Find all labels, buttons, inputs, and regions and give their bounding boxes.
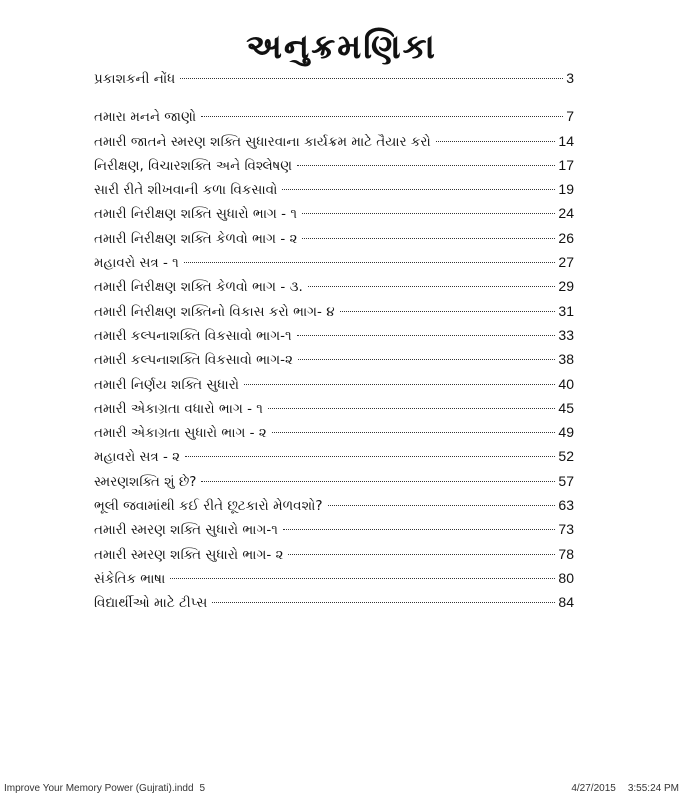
toc-entry: [94, 469, 574, 493]
print-footer: [4, 778, 679, 794]
toc-entry: [94, 542, 574, 566]
toc-entry-title: સ્મરણશક્તિ શું છે?: [94, 473, 197, 490]
footer-file-info: [4, 783, 205, 794]
toc-entry-title: તમારી નિરીક્ષણ શક્તિ કેળવો ભાગ - ૩.: [94, 279, 303, 296]
toc-dot-leader: [302, 238, 555, 239]
toc-entry: [94, 129, 574, 153]
toc-dot-leader: [328, 505, 556, 506]
toc-entry-page: 63: [558, 497, 574, 514]
footer-date: 4/27/2015: [571, 783, 616, 794]
toc-entry-title: તમારી નિરીક્ષણ શક્તિનો વિકાસ કરો ભાગ- ૪: [94, 303, 335, 320]
toc-entry-page: 57: [558, 472, 574, 489]
toc-dot-leader: [297, 335, 556, 336]
toc-entry-title: તમારી જાતને સ્મરણ શક્તિ સુધારવાના કાર્યક્રમ માટે તૈયાર કરો: [94, 133, 431, 150]
toc-entry-title: તમારા મનને જાણો: [94, 109, 197, 126]
toc-entry-title: ભૂલી જવામાંથી કઈ રીતે છૂટકારો મેળવશો?: [94, 498, 323, 515]
toc-entry-page: 31: [558, 302, 574, 319]
toc-entry-title: તમારી કલ્પનાશક્તિ વિકસાવો ભાગ-૨: [94, 352, 293, 369]
toc-dot-leader: [268, 408, 556, 409]
toc-entry-title: સંકેતિક ભાષા: [94, 570, 166, 587]
page-title: અનુક્રમણિકા: [246, 26, 437, 67]
toc-entry-title: તમારી સ્મરણ શક્તિ સુધારો ભાગ-૧: [94, 522, 278, 539]
toc-entry: [94, 226, 574, 250]
toc-entry: [94, 590, 574, 614]
toc-entry-title: પ્રકાશકની નોંધ: [94, 71, 176, 87]
footer-time: 3:55:24 PM: [627, 783, 679, 794]
toc-entry-page: 73: [558, 521, 574, 538]
toc-entry: [94, 66, 574, 90]
toc-dot-leader: [436, 141, 556, 142]
toc-dot-leader: [185, 456, 555, 457]
toc-dot-leader: [180, 78, 563, 79]
toc-dot-leader: [297, 165, 555, 166]
toc-entry-title: તમારી નિર્ણય શક્તિ સુધારો: [94, 376, 240, 393]
toc-entry-title: નિરીક્ષણ, વિચારશક્તિ અને વિશ્લેષણ: [94, 157, 293, 174]
toc-dot-leader: [288, 554, 555, 555]
toc-entry: [94, 444, 574, 468]
toc-entry: [94, 201, 574, 225]
toc-entry-page: 38: [558, 351, 574, 368]
toc-entry: [94, 177, 574, 201]
toc-entry-page: 49: [558, 424, 574, 441]
toc-entry: [94, 274, 574, 298]
toc-dot-leader: [282, 189, 555, 190]
toc-dot-leader: [201, 116, 563, 117]
toc-entry-page: 26: [558, 229, 574, 246]
toc-entry-page: 27: [558, 254, 574, 271]
toc-entry: [94, 323, 574, 347]
toc-dot-leader: [302, 213, 555, 214]
toc-entry: [94, 396, 574, 420]
toc-entry-page: 45: [558, 399, 574, 416]
footer-page-number: 5: [199, 783, 206, 794]
toc-entry: [94, 517, 574, 541]
toc-entry-title: તમારી નિરીક્ષણ શક્તિ કેળવો ભાગ - ૨: [94, 230, 298, 247]
toc-entry-page: 29: [558, 278, 574, 295]
footer-filename: Improve Your Memory Power (Gujrati).indd: [4, 783, 194, 794]
toc-entry: [94, 104, 574, 128]
toc-entry-page: 3: [566, 70, 574, 86]
toc-dot-leader: [212, 602, 555, 603]
toc-entry: [94, 372, 574, 396]
toc-entry-title: તમારી એકાગ્રતા સુધારો ભાગ - ૨: [94, 425, 267, 442]
toc-entry-title: તમારી કલ્પનાશક્તિ વિકસાવો ભાગ-૧: [94, 327, 292, 344]
toc-entry-page: 14: [558, 132, 574, 149]
toc-entry-title: તમારી એકાગ્રતા વધારો ભાગ - ૧: [94, 400, 263, 417]
toc-entry: [94, 299, 574, 323]
footer-timestamp: [571, 783, 679, 794]
toc-entry-title: વિદ્યાર્થીઓ માટે ટીપ્સ: [94, 595, 208, 612]
toc-entry: [94, 153, 574, 177]
toc-entry-page: 17: [558, 156, 574, 173]
toc-entry: [94, 420, 574, 444]
toc-dot-leader: [298, 359, 556, 360]
table-of-contents: [94, 66, 574, 615]
toc-entry: [94, 347, 574, 371]
toc-entry-page: 52: [558, 448, 574, 465]
toc-entry-page: 84: [558, 594, 574, 611]
toc-dot-leader: [170, 578, 555, 579]
toc-entry-page: 19: [558, 181, 574, 198]
toc-dot-leader: [308, 286, 556, 287]
toc-entry-page: 33: [558, 326, 574, 343]
toc-entry: [94, 250, 574, 274]
toc-dot-leader: [244, 384, 555, 385]
toc-entry-page: 80: [558, 569, 574, 586]
toc-entry-title: તમારી નિરીક્ષણ શક્તિ સુધારો ભાગ - ૧: [94, 206, 297, 223]
toc-entry-page: 24: [558, 205, 574, 222]
toc-entry-title: મહાવરો સત્ર - ૨: [94, 449, 181, 466]
toc-entry-title: મહાવરો સત્ર - ૧: [94, 255, 179, 272]
toc-dot-leader: [272, 432, 556, 433]
toc-dot-leader: [283, 529, 556, 530]
toc-dot-leader: [184, 262, 556, 263]
toc-dot-leader: [340, 311, 556, 312]
toc-entry-title: સારી રીતે શીખવાની કળા વિકસાવો: [94, 182, 278, 199]
toc-entry-page: 7: [566, 108, 574, 125]
toc-entry: [94, 493, 574, 517]
toc-entry: [94, 566, 574, 590]
toc-dot-leader: [201, 481, 555, 482]
toc-entry-page: 40: [558, 375, 574, 392]
toc-entry-title: તમારી સ્મરણ શક્તિ સુધારો ભાગ- ૨: [94, 546, 284, 563]
toc-entry-page: 78: [558, 545, 574, 562]
